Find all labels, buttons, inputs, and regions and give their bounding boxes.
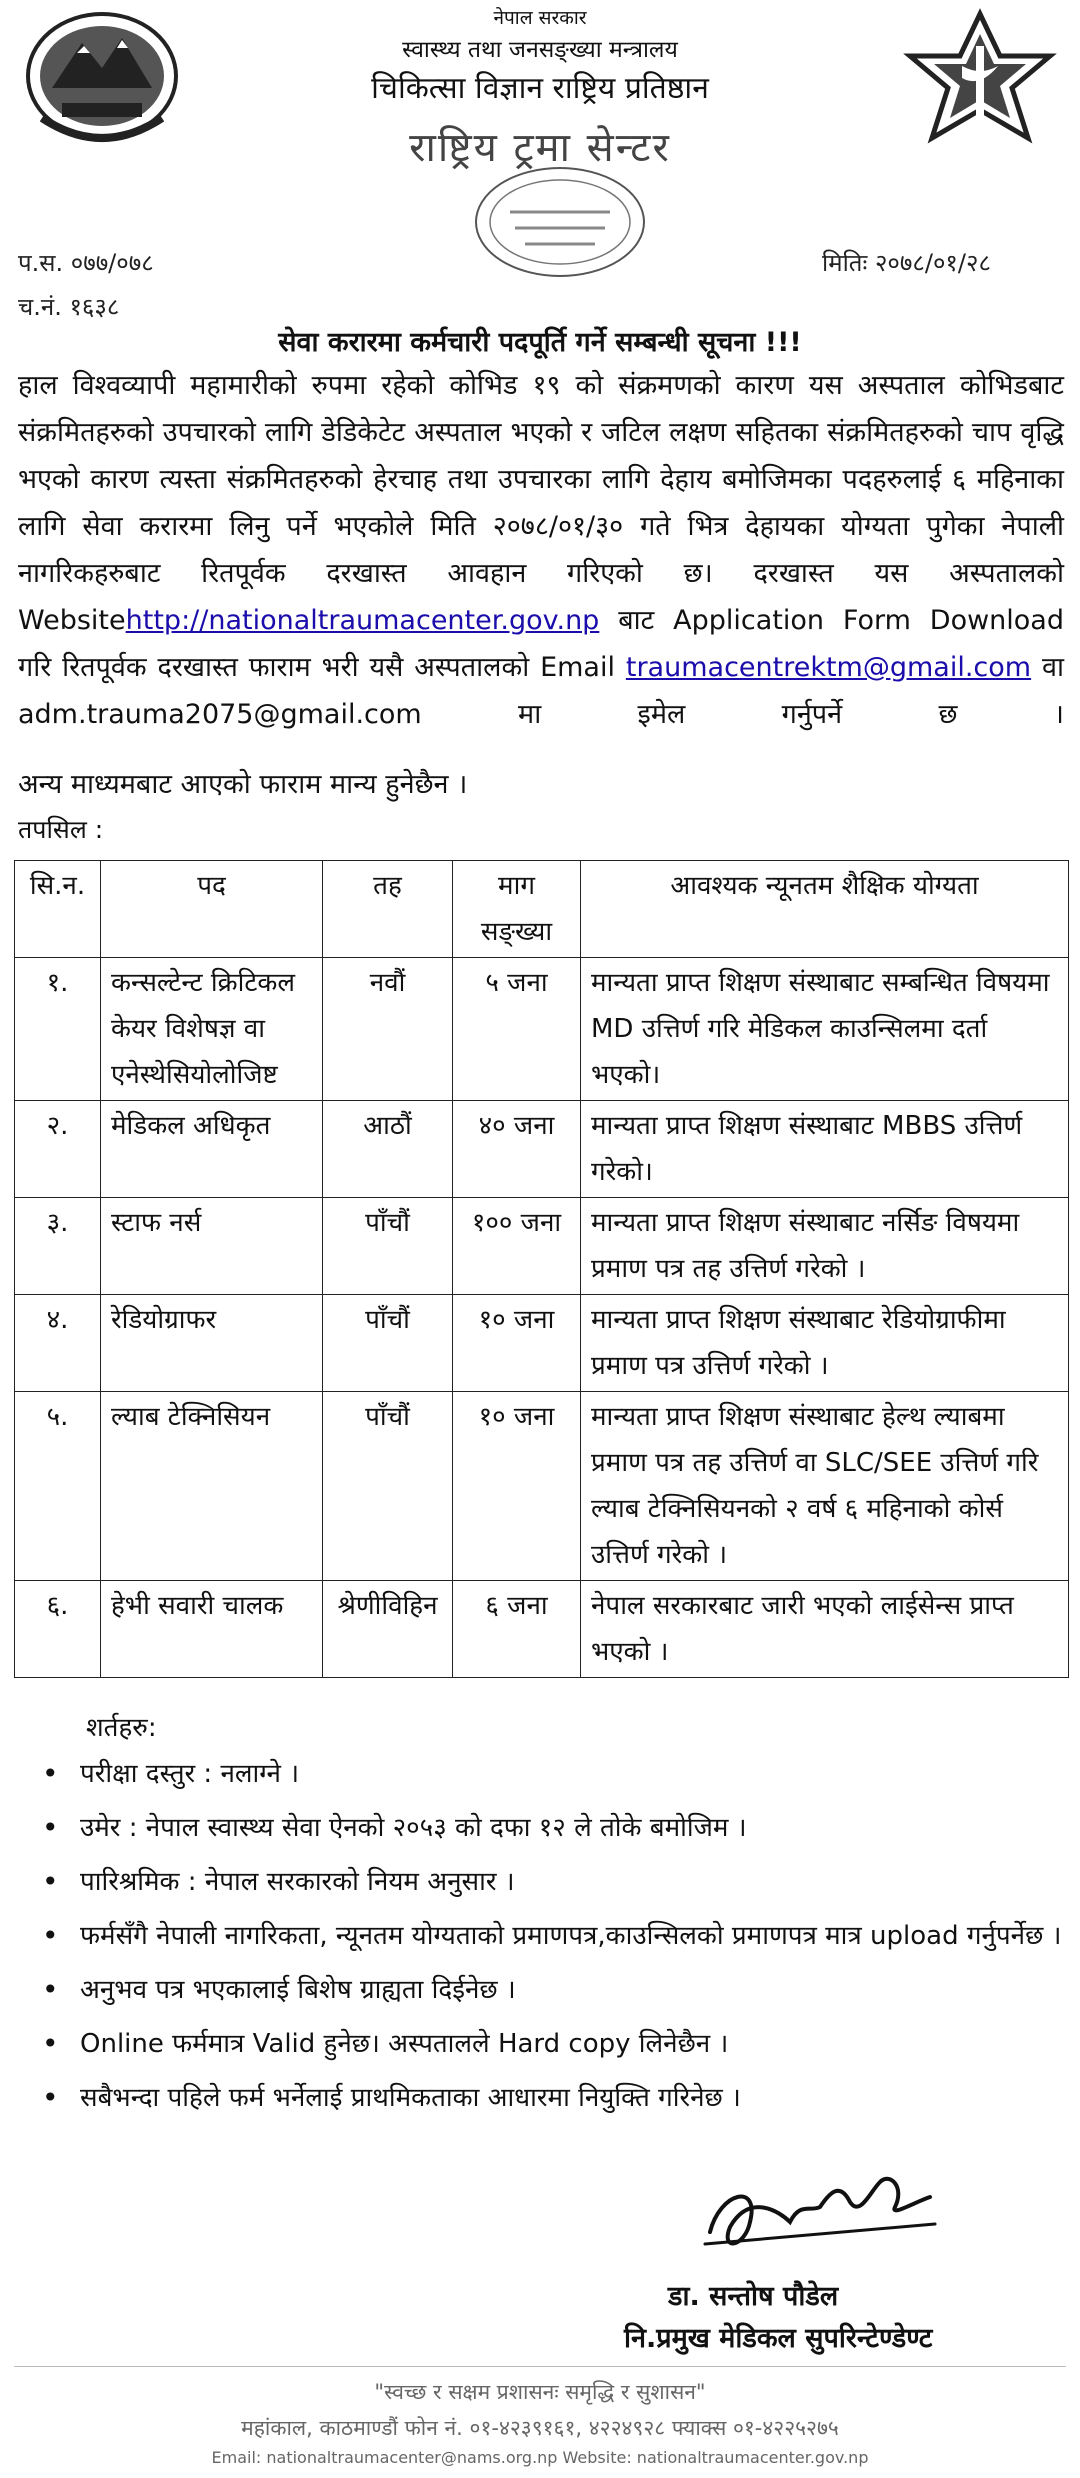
header-sn: सि.न. <box>15 861 101 958</box>
dispatch-number: च.नं. १६३८ <box>18 293 120 321</box>
row-sn: १. <box>15 958 101 1101</box>
nepal-emblem-icon <box>22 8 182 148</box>
body-text-part3: वा adm.trauma2075@gmail.com मा इमेल गर्नुपर्ने छ । <box>18 652 1064 730</box>
nams-star-logo-icon <box>900 6 1060 166</box>
table-row <box>15 1581 1069 1678</box>
row-count: १०० जना <box>453 1198 581 1295</box>
condition-item: • परीक्षा दस्तुर : नलाग्ने । <box>66 1752 1080 1796</box>
table-row <box>15 1392 1069 1581</box>
condition-item: • फर्मसँगै नेपाली नागरिकता, न्यूनतम योग्यताको प्रमाणपत्र,काउन्सिलको प्रमाणपत्र मात्र upload गर्नुपर्नेछ । <box>66 1914 1080 1958</box>
table-row <box>15 1295 1069 1392</box>
email-link[interactable]: traumacentrektm@gmail.com <box>625 652 1032 683</box>
row-post: हेभी सवारी चालक <box>101 1581 323 1678</box>
notice-body <box>18 362 1064 738</box>
row-post: रेडियोग्राफर <box>101 1295 323 1392</box>
row-level: नवौं <box>323 958 453 1101</box>
row-count: ५ जना <box>453 958 581 1101</box>
row-level: श्रेणीविहिन <box>323 1581 453 1678</box>
table-row <box>15 1101 1069 1198</box>
official-seal-stamp <box>470 162 650 282</box>
row-qualification: मान्यता प्राप्त शिक्षण संस्थाबाट सम्बन्धित विषयमा MD उत्तिर्ण गरि मेडिकल काउन्सिलमा दर्ता भएको। <box>581 958 1069 1101</box>
row-qualification: मान्यता प्राप्त शिक्षण संस्थाबाट रेडियोग्राफीमा प्रमाण पत्र उत्तिर्ण गरेको । <box>581 1295 1069 1392</box>
footer-address: महांकाल, काठमाण्डौं फोन नं. ०१-४२३९१६१, ४२२४९२८ फ्याक्स ०१-४२२५२७५ <box>241 2416 839 2440</box>
footer-slogan: "स्वच्छ र सक्षम प्रशासनः समृद्धि र सुशासन" <box>374 2380 706 2404</box>
conditions-list <box>36 1752 1080 2130</box>
condition-item: • उमेर : नेपाल स्वास्थ्य सेवा ऐनको २०५३ को दफा १२ ले तोके बमोजिम । <box>66 1806 1080 1850</box>
row-sn: ३. <box>15 1198 101 1295</box>
table-row <box>15 1198 1069 1295</box>
header-count: माग सङ्ख्या <box>453 861 581 958</box>
notice-title: सेवा करारमा कर्मचारी पदपूर्ति गर्ने सम्बन्धी सूचना !!! <box>278 327 802 358</box>
footer-divider <box>14 2366 1066 2367</box>
header-government: नेपाल सरकार <box>493 7 587 29</box>
positions-table <box>14 860 1069 1678</box>
row-level: पाँचौं <box>323 1295 453 1392</box>
condition-item: • अनुभव पत्र भएकालाई बिशेष ग्राह्यता दिईनेछ । <box>66 1968 1080 2012</box>
conditions-title: शर्तहरु: <box>86 1713 157 1743</box>
row-count: ४० जना <box>453 1101 581 1198</box>
signatory-title: नि.प्रमुख मेडिकल सुपरिन्टेण्डेण्ट <box>624 2323 933 2354</box>
row-post: मेडिकल अधिकृत <box>101 1101 323 1198</box>
table-header-row <box>15 861 1069 958</box>
row-level: पाँचौं <box>323 1392 453 1581</box>
header-level: तह <box>323 861 453 958</box>
row-level: आठौं <box>323 1101 453 1198</box>
notice-body-last: अन्य माध्यमबाट आएको फाराम मान्य हुनेछैन । <box>18 769 468 800</box>
header-ministry: स्वास्थ्य तथा जनसङ्ख्या मन्त्रालय <box>402 37 678 63</box>
website-link[interactable]: http://nationaltraumacenter.gov.np <box>125 605 600 636</box>
row-qualification: नेपाल सरकारबाट जारी भएको लाईसेन्स प्राप्त भएको । <box>581 1581 1069 1678</box>
signatory-name: डा. सन्तोष पौडेल <box>668 2281 839 2312</box>
condition-item: • Online फर्ममात्र Valid हुनेछ। अस्पतालले Hard copy लिनेछैन । <box>66 2022 1080 2066</box>
footer-contact: Email: nationaltraumacenter@nams.org.np Website: nationaltraumacenter.gov.np <box>211 2448 869 2467</box>
header-post: पद <box>101 861 323 958</box>
notice-date: मितिः २०७८/०१/२८ <box>822 249 991 277</box>
condition-item: • सबैभन्दा पहिले फर्म भर्नेलाई प्राथमिकताका आधारमा नियुक्ति गरिनेछ । <box>66 2076 1080 2120</box>
reference-number: प.स. ०७७/०७८ <box>18 249 154 277</box>
row-count: ६ जना <box>453 1581 581 1678</box>
header-academy: चिकित्सा विज्ञान राष्ट्रिय प्रतिष्ठान <box>371 71 709 106</box>
body-text-part2: बाट Application Form Download गरि रितपूर्वक दरखास्त फाराम भरी यसै अस्पतालको Email <box>18 605 1064 683</box>
row-post: स्टाफ नर्स <box>101 1198 323 1295</box>
row-qualification: मान्यता प्राप्त शिक्षण संस्थाबाट नर्सिङ विषयमा प्रमाण पत्र तह उत्तिर्ण गरेको । <box>581 1198 1069 1295</box>
header-center: राष्ट्रिय ट्रमा सेन्टर <box>409 125 671 171</box>
row-sn: २. <box>15 1101 101 1198</box>
header-qualification: आवश्यक न्यूनतम शैक्षिक योग्यता <box>581 861 1069 958</box>
row-post: ल्याब टेक्निसियन <box>101 1392 323 1581</box>
row-level: पाँचौं <box>323 1198 453 1295</box>
row-sn: ५. <box>15 1392 101 1581</box>
details-label: तपसिल : <box>18 815 104 844</box>
row-count: १० जना <box>453 1392 581 1581</box>
row-qualification: मान्यता प्राप्त शिक्षण संस्थाबाट MBBS उत्तिर्ण गरेको। <box>581 1101 1069 1198</box>
table-row <box>15 958 1069 1101</box>
row-sn: ६. <box>15 1581 101 1678</box>
row-count: १० जना <box>453 1295 581 1392</box>
row-sn: ४. <box>15 1295 101 1392</box>
row-post: कन्सल्टेन्ट क्रिटिकल केयर विशेषज्ञ वा एनेस्थेसियोलोजिष्ट <box>101 958 323 1101</box>
body-text-part1: हाल विश्वव्यापी महामारीको रुपमा रहेको कोभिड १९ को संक्रमणको कारण यस अस्पताल कोभिडबाट संक्रमितहरुको उपचारको लागि डेडिकेटेट अस्पताल भएको र जटिल लक्षण सहितका संक्रमितहरुको चाप वृद्धि भएको कारण त्यस्ता संक्रमितहरुको हेरचाह तथा उपचारका लागि देहाय बमोजिमका पदहरुलाई ६ महिनाका लागि सेवा करारमा लिनु पर्ने भएकोले मिति २०७८/०१/३० गते भित्र देहायका योग्यता पुगेका नेपाली नागरिकहरुबाट रितपूर्वक दरखास्त आवहान गरिएको छ। दरखास्त यस अस्पतालको Website <box>18 370 1064 636</box>
row-qualification: मान्यता प्राप्त शिक्षण संस्थाबाट हेल्थ ल्याबमा प्रमाण पत्र तह उत्तिर्ण वा SLC/SEE उत्तिर्ण गरि ल्याब टेक्निसियनको २ वर्ष ६ महिनाको कोर्स उत्तिर्ण गरेको । <box>581 1392 1069 1581</box>
handwritten-signature <box>690 2152 950 2262</box>
condition-item: • पारिश्रमिक : नेपाल सरकारको नियम अनुसार । <box>66 1860 1080 1904</box>
